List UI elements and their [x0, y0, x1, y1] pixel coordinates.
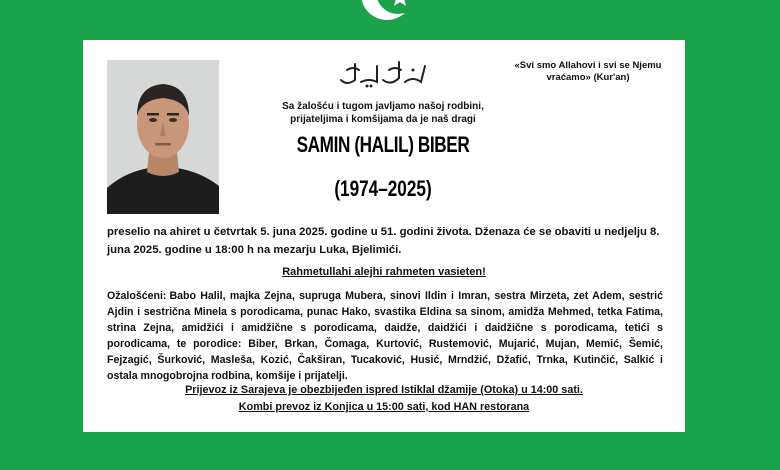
prayer-line: Rahmetullahi alejhi rahmeten vasieten! [282, 266, 486, 278]
life-years: (1974–2025) [334, 176, 432, 201]
quote-source: (Kur'an) [593, 72, 630, 83]
arabic-calligraphy-icon [333, 56, 433, 90]
intro-text [253, 100, 513, 126]
quote-text: «Svi smo Allahovi i svi se Njemu vraćamo» [514, 60, 662, 83]
mourners-text: Babo Halil, majka Zejna, supruga Mubera, sinovi Ildin i Imran, sestra Mirzeta, zet Adem, sestrić Ajdin i sestrična Minela s porodicama, punac Hako, svastika Eldina sa sinom, amidža Mehmed, tetka Fatima, strina Zejna, amidžići i amidžične s porodicama, daidže, daidžići i daidžične s porodicama, tetići s porodicama, te porodice: Biber, Brkan, Čomaga, Kurtović, Rustemović, Mujarić, Mujan, Memić, Šemić, Fejzagić, Šurković, Masleša, Kozić, Čakširan, Tucaković, Husić, Mrndžić, Džafić, Trnka, Kutinčić, Salkić i ostala mnogobrojna rodbina, komšije i prijatelji. [107, 290, 663, 382]
mourners-label: Ožalošćeni: [107, 290, 167, 302]
transport-konjic: Kombi prevoz iz Konjica u 15:00 sati, kod HAN restorana [238, 401, 530, 413]
deceased-name: SAMIN (HALIL) BIBER [296, 132, 470, 157]
transport-sarajevo: Prijevoz iz Sarajeva je obezbijeđen ispred Istiklal džamije (Otoka) u 14:00 sati. [185, 384, 583, 396]
crescent-and-star-icon [345, 0, 435, 30]
obituary-card [83, 40, 685, 432]
intro-line-2: prijateljima i komšijama da je naš dragi [290, 114, 476, 125]
quran-quote [513, 60, 663, 84]
death-announcement: preselio na ahiret u četvrtak 5. juna 2025. godine u 51. godini života. Dženaza će se obaviti u nedjelju 8. juna 2025. godine u 18:00 h na mezarju Luka, Bjelimići. [107, 226, 660, 256]
mourners-list [107, 288, 663, 384]
portrait-photo [107, 60, 219, 214]
intro-line-1: Sa žalošću i tugom javljamo našoj rodbini, [282, 101, 484, 112]
